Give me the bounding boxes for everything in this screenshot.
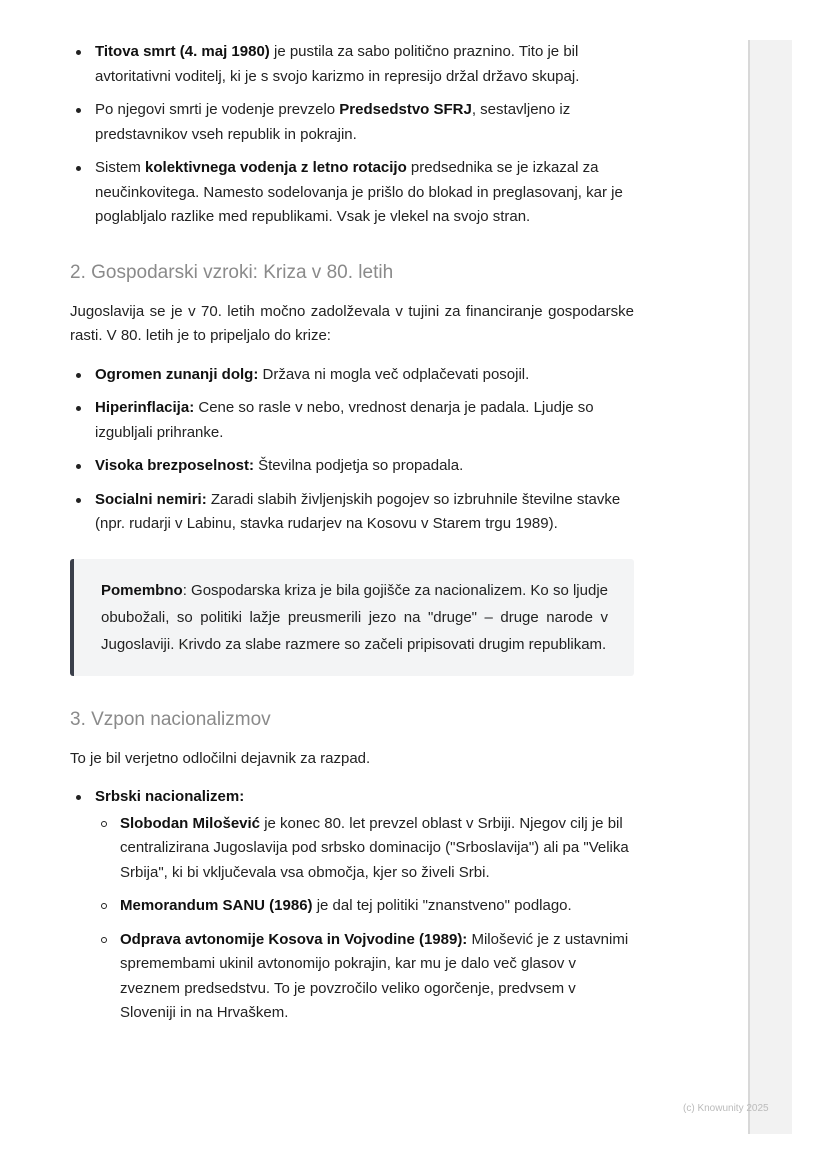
important-note — [70, 559, 634, 676]
list-item: Socialni nemiri: Zaradi slabih življenjskih pogojev so izbruhnile številne stavke (npr. rudarji v Labinu, stavka rudarjev na Kosovu v Starem trgu 1989). — [70, 488, 634, 537]
document-content — [70, 40, 634, 1035]
section2-intro: Jugoslavija se je v 70. letih močno zadolževala v tujini za financiranje gospodarske rasti. V 80. letih je to pripeljalo do krize: — [70, 302, 634, 344]
footer-copyright: (c) Knowunity 2025 — [683, 1103, 769, 1114]
section3-list — [70, 785, 634, 1026]
list-item: Titova smrt (4. maj 1980) je pustila za sabo politično praznino. Tito je bil avtoritativni voditelj, ki je s svojo karizmo in represijo držal državo skupaj. — [70, 40, 634, 89]
list-item: Ogromen zunanji dolg: Država ni mogla več odplačevati posojil. — [70, 363, 634, 388]
sub-list-item: Memorandum SANU (1986) je dal tej politiki "znanstveno" podlago. — [95, 894, 634, 919]
list-item: Visoka brezposelnost: Številna podjetja so propadala. — [70, 454, 634, 479]
section1-list — [70, 40, 634, 230]
section3-heading: 3. Vzpon nacionalizmov — [70, 708, 271, 730]
note-label: Pomembno — [101, 581, 183, 599]
section2-heading: 2. Gospodarski vzroki: Kriza v 80. letih — [70, 261, 394, 283]
sub-list-item: Odprava avtonomije Kosova in Vojvodine (1989): Milošević je z ustavnimi spremembami ukinil avtonomijo pokrajin, kar mu je dalo več glasov v zveznem predsedstvu. To je povzročilo veliko ogorčenje, predvsem v Sloveniji in na Hrvaškem. — [95, 928, 634, 1026]
section2-list — [70, 363, 634, 537]
note-text: : Gospodarska kriza je bila gojišče za nacionalizem. Ko so ljudje obubožali, so politiki lažje preusmerili jezo na "druge" – druge narode v Jugoslaviji. Krivdo za slabe razmere so začeli pripisovati drugim republikam. — [101, 581, 608, 653]
list-item: Sistem kolektivnega vodenja z letno rotacijo predsednika se je izkazal za neučinkovitega. Namesto sodelovanja je prišlo do blokad in preglasovanj, kar je poglabljalo razlike med republikami. Vsak je vlekel na svojo stran. — [70, 156, 634, 230]
sub-list — [95, 812, 634, 1026]
sub-list-item: Slobodan Milošević je konec 80. let prevzel oblast v Srbiji. Njegov cilj je bil centralizirana Jugoslavija pod srbsko dominacijo ("Srboslavija") ali pa "Velika Srbija", ki bi vključevala vsa območja, kjer so živeli Srbi. — [95, 812, 634, 886]
list-item: Po njegovi smrti je vodenje prevzelo Predsedstvo SFRJ, sestavljeno iz predstavnikov vseh republik in pokrajin. — [70, 98, 634, 147]
list-item: Hiperinflacija: Cene so rasle v nebo, vrednost denarja je padala. Ljudje so izgubljali prihranke. — [70, 396, 634, 445]
section3-intro: To je bil verjetno odločilni dejavnik za razpad. — [70, 749, 371, 767]
sidebar-divider — [748, 40, 750, 1134]
sidebar-strip — [748, 40, 792, 1134]
list-item: Srbski nacionalizem: Slobodan Milošević je konec 80. let prevzel oblast v Srbiji. Njegov cilj je bil centralizirana Jugoslavija pod srbsko dominacijo ("Srboslavija") ali pa "Velika Srbija", ki bi vključevala vsa območja, kjer so živeli Srbi. Memorandum SANU (1986) je dal tej politiki "znanstveno" podlago. Odprava avtonomije Kosova in Vojvodine (1989): Milošević je z ustavnimi spremembami ukinil avtonomijo pokrajin, kar mu je dalo več glasov v zveznem predsedstvu. To je povzročilo veliko ogorčenje, predvsem v Sloveniji in na Hrvaškem. — [70, 785, 634, 1026]
